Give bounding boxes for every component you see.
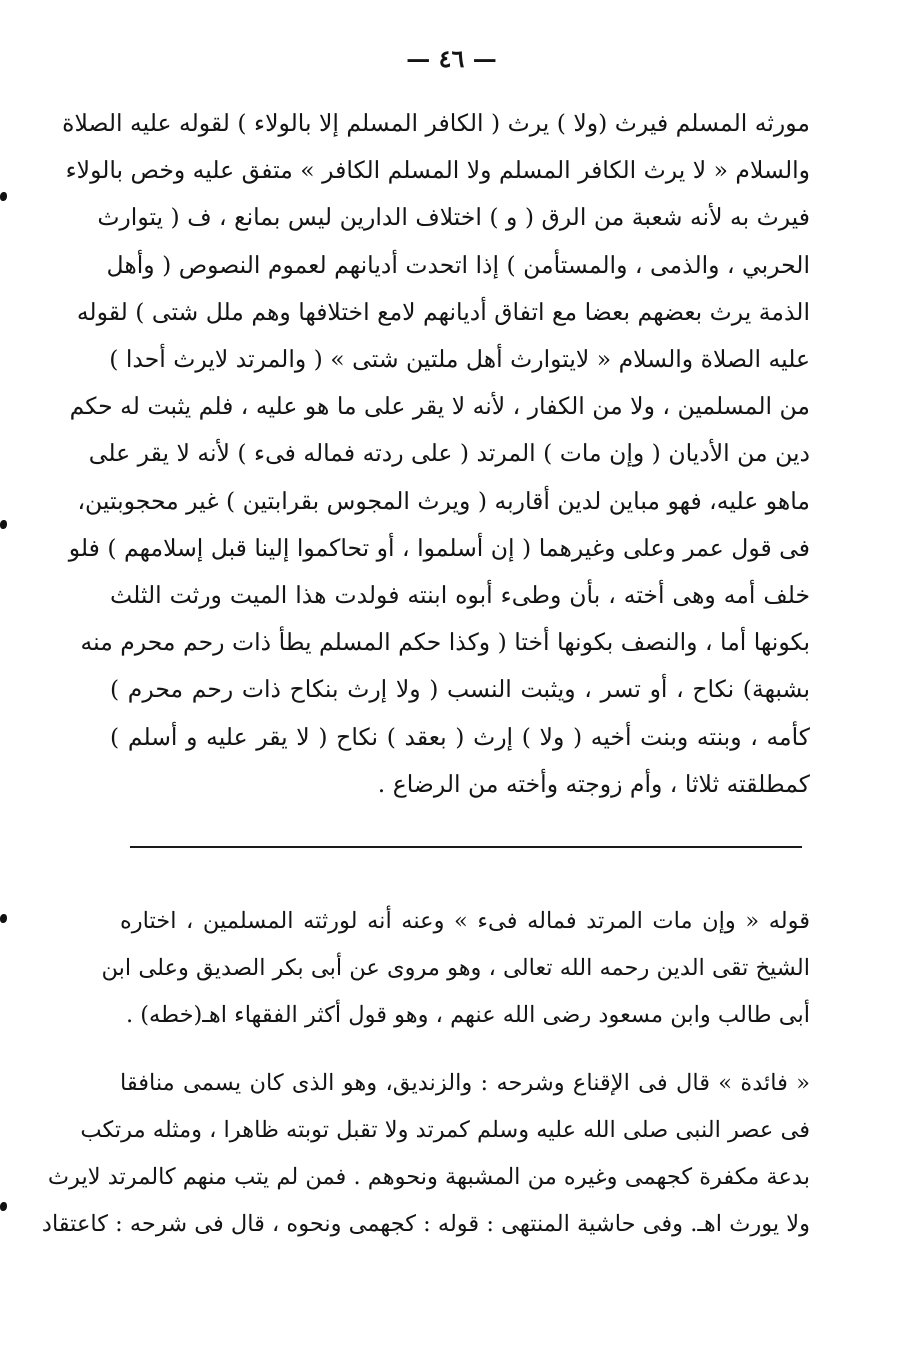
footnote-line: قوله « وإن مات المرتد فماله فىء » وعنه أنه لورثته المسلمين ، اختاره xyxy=(120,908,810,934)
main-text-line: فى قول عمر وعلى وغيرهما ( إن أسلموا ، أو تحاكموا إلينا قبل إسلامهم ) فلو xyxy=(68,533,810,562)
footnote-line: ولا يورث اهـ. وفى حاشية المنتهى : قوله : كجهمى ونحوه ، قال فى شرحه : كاعتقاد xyxy=(41,1211,810,1237)
main-text-line: الحربي ، والذمى ، والمستأمن ) إذا اتحدت أديانهم لعموم النصوص ( وأهل xyxy=(106,250,810,279)
binding-mark xyxy=(0,914,7,923)
main-text-line: بشبهة) نكاح ، أو تسر ، ويثبت النسب ( ولا إرث بنكاح ذات رحم محرم ) xyxy=(110,675,810,704)
main-text-line: ماهو عليه، فهو مباين لدين أقاربه ( ويرث المجوس بقرابتين ) غير محجوبتين، xyxy=(77,486,810,515)
footnote-line: « فائدة » قال فى الإقناع وشرحه : والزنديق، وهو الذى كان يسمى منافقا xyxy=(120,1070,810,1096)
main-text-line: كمطلقته ثلاثا ، وأم زوجته وأخته من الرضاع . xyxy=(377,769,810,798)
main-text-line: والسلام « لا يرث الكافر المسلم ولا المسلم الكافر » متفق عليه وخص بالولاء xyxy=(65,156,810,185)
footnote-block xyxy=(101,898,810,1039)
binding-mark xyxy=(0,1202,7,1211)
footnote-divider xyxy=(130,846,802,848)
main-text-line: الذمة يرث بعضهم بعضا مع اتفاق أديانهم لامع اختلافها وهم ملل شتى ) لقوله xyxy=(76,297,810,326)
main-text-line: مورثه المسلم فيرث (ولا ) يرث ( الكافر المسلم إلا بالولاء ) لقوله عليه الصلاة xyxy=(62,109,810,137)
main-text-line: عليه الصلاة والسلام « لايتوارث أهل ملتين شتى » ( والمرتد لايرث أحدا ) xyxy=(109,345,810,374)
footnote-line: بدعة مكفرة كجهمى وغيره من المشبهة ونحوهم . فمن لم يتب منهم كالمرتد لايرث xyxy=(47,1164,810,1190)
main-text-line: فيرث به لأنه شعبة من الرق ( و ) اختلاف الدارين ليس بمانع ، ف ( يتوارث xyxy=(97,203,810,232)
binding-mark xyxy=(0,192,7,201)
main-text-block xyxy=(62,100,810,808)
footnote-line: فى عصر النبى صلى الله عليه وسلم كمرتد ولا تقبل توبته ظاهرا ، ومثله مرتكب xyxy=(80,1117,810,1143)
binding-mark xyxy=(0,520,7,529)
main-text-line: كأمه ، وبنته وبنت أخيه ( ولا ) إرث ( بعقد ) نكاح ( لا يقر عليه و أسلم ) xyxy=(110,722,810,751)
main-text-line: من المسلمين ، ولا من الكفار ، لأنه لا يقر على ما هو عليه ، فلم يثبت له حكم xyxy=(69,392,810,421)
page-number: — ٤٦ — xyxy=(406,44,497,73)
footnote-block xyxy=(41,1060,810,1248)
footnote-line: الشيخ تقى الدين رحمه الله تعالى ، وهو مروى عن أبى بكر الصديق وعلى ابن xyxy=(101,955,810,981)
main-text-line: خلف أمه وهى أخته ، بأن وطىء أبوه ابنته فولدت هذا الميت ورثت الثلث xyxy=(110,581,810,610)
main-text-line: بكونها أما ، والنصف بكونها أختا ( وكذا حكم المسلم يطأ ذات رحم محرم منه xyxy=(80,628,810,657)
footnote-line: أبى طالب وابن مسعود رضى الله عنهم ، وهو قول أكثر الفقهاء اهـ(خطه) . xyxy=(125,1002,810,1028)
main-text-line: دين من الأديان ( وإن مات ) المرتد ( على ردته فماله فىء ) لأنه لا يقر على xyxy=(88,439,810,468)
